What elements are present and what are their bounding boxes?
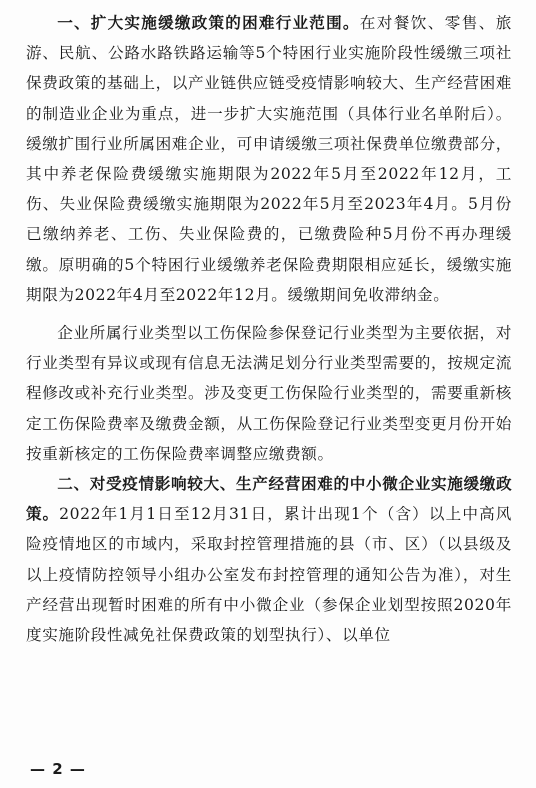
section-1-note-paragraph: 企业所属行业类型以工伤保险参保登记行业类型为主要依据，对行业类型有异议或现有信息无法满足划分行业类型需要的，按规定流程修改或补充行业类型。涉及变更工伤保险行业类型的，需要重新核定工伤保险费率及缴费金额，从工伤保险登记行业类型变更月份开始按重新核定的工伤保险费率调整应缴费额。 [26, 324, 512, 463]
section-1-body: 在对餐饮、零售、旅游、民航、公路水路铁路运输等5个特困行业实施阶段性缓缴三项社保费政策的基础上，以产业链供应链受疫情影响较大、生产经营困难的制造业企业为重点，进一步扩大实施范围（具体行业名单附后）。缓缴扩围行业所属困难企业，可申请缓缴三项社保费单位缴费部分，其中养老保险费缓缴实施期限为2022年5月至2022年12月，工伤、失业保险费缓缴实施期限为2022年5月至2023年4月。5月份已缴纳养老、工伤、失业保险费的，已缴费险种5月份不再办理缓缴。原明确的5个特困行业缓缴养老保险费期限相应延长，缓缴实施期限为2022年4月至2022年12月。缓缴期间免收滞纳金。 [26, 14, 512, 304]
section-2-paragraph [26, 469, 512, 650]
section-2-body: 2022年1月1日至12月31日，累计出现1个（含）以上中高风险疫情地区的市域内，采取封控管理措施的县（市、区）（以县级及以上疫情防控领导小组办公室发布封控管理的通知公告为准），对生产经营出现暂时困难的所有中小微企业（参保企业划型按照2020年度实施阶段性减免社保费政策的划型执行）、以单位 [26, 505, 512, 645]
document-body [26, 8, 512, 650]
section-1-heading: 一、扩大实施缓缴政策的困难行业范围。 [57, 14, 360, 32]
section-2-heading: 二、对受疫情影响较大、生产经营困难的中小微企业实施缓缴政策。 [26, 475, 512, 524]
section-1-paragraph [26, 8, 512, 310]
page-number: — 2 — [30, 760, 86, 778]
paragraph-spacer [26, 310, 512, 318]
